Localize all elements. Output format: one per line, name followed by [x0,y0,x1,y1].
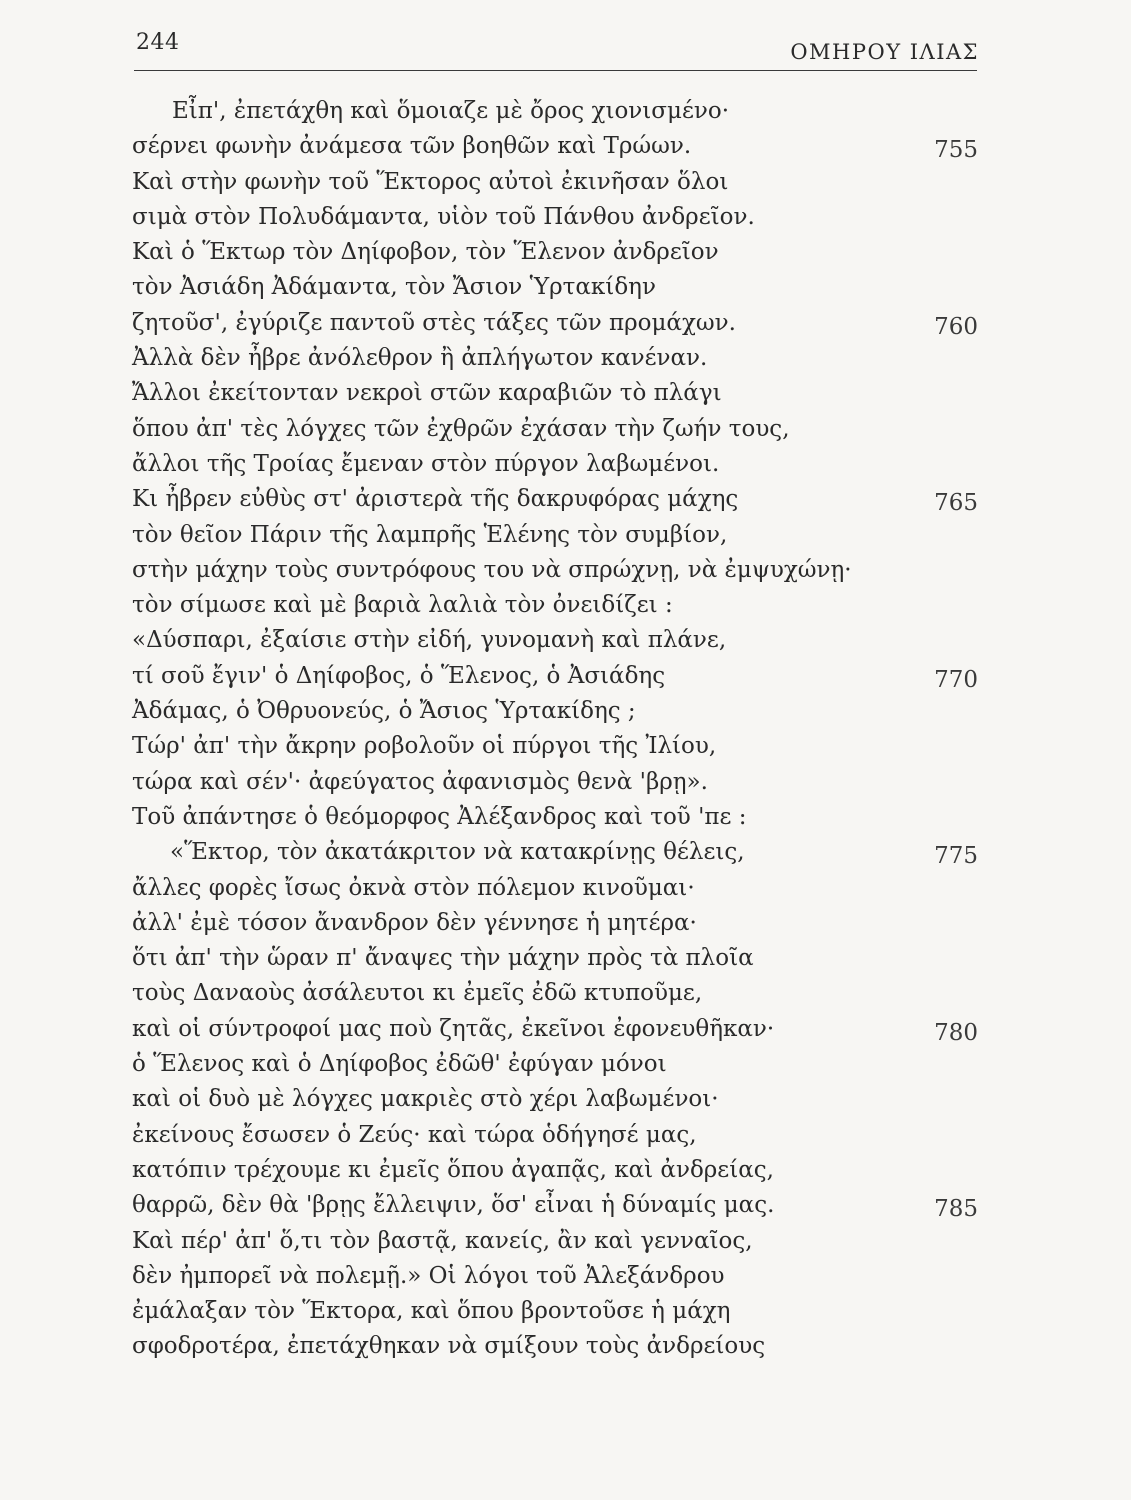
verse-line [132,412,982,447]
verse-line [132,835,982,870]
verse-text: Ἀδάμας, ὁ Ὀθρυονεύς, ὁ Ἄσιος Ὑρτακίδης ; [132,698,636,725]
line-number: 770 [934,666,978,693]
verse-line [132,553,982,588]
verse-line [132,1259,982,1294]
verse-text: Κι ἦβρεν εὐθὺς στ' ἀριστερὰ τῆς δακρυφόρας μάχης [132,486,739,513]
verse-text: σφοδροτέρα, ἐπετάχθηκαν νὰ σμίξουν τοὺς ἀνδρείους [132,1333,766,1360]
verse-line [132,1118,982,1153]
verse-line [132,482,982,517]
verse-text: ἀλλ' ἐμὲ τόσον ἄνανδρον δὲν γέννησε ἡ μητέρα· [132,909,697,936]
verse-text: σέρνει φωνὴν ἀνάμεσα τῶν βοηθῶν καὶ Τρώων. [132,133,692,160]
verse-line [132,306,982,341]
verse-line [132,1047,982,1082]
line-number: 775 [934,843,978,870]
verse-line [132,270,982,305]
verse-text: καὶ οἱ δυὸ μὲ λόγχες μακριὲς στὸ χέρι λαβωμένοι· [132,1086,719,1113]
verse-line [132,1329,982,1364]
verse-line [132,129,982,164]
verse-text: Καὶ πέρ' ἀπ' ὅ,τι τὸν βαστᾷ, κανείς, ἂν καὶ γενναῖος, [132,1227,753,1254]
verse-line [132,941,982,976]
verse-text: ἄλλες φορὲς ἴσως ὀκνὰ στὸν πόλεμον κινοῦμαι· [132,874,695,901]
verse-text: Εἶπ', ἐπετάχθη καὶ ὅμοιαζε μὲ ὄρος χιονισμένο· [172,98,730,124]
verse-text: τὸν θεῖον Πάριν τῆς λαμπρῆς Ἑλένης τὸν συμβίον, [132,521,728,548]
verse-text: ὅτι ἀπ' τὴν ὥραν π' ἄναψες τὴν μάχην πρὸς τὰ πλοῖα [132,945,754,972]
verse-line [132,165,982,200]
verse-text: σιμὰ στὸν Πολυδάμαντα, υἱὸν τοῦ Πάνθου ἀνδρεῖον. [132,203,755,230]
verse-line [132,871,982,906]
verse-line [132,800,982,835]
line-number: 760 [934,313,978,340]
verse-text: θαρρῶ, δὲν θὰ 'βρῃς ἔλλειψιν, ὅσ' εἶναι ἡ δύναμίς μας. [132,1192,775,1219]
verse-text: ὅπου ἀπ' τὲς λόγχες τῶν ἐχθρῶν ἐχάσαν τὴν ζωήν τους, [132,415,790,442]
verse-text: τὸν Ἀσιάδη Ἀδάμαντα, τὸν Ἄσιον Ὑρτακίδην [132,274,656,301]
verse-text: Τώρ' ἀπ' τὴν ἄκρην ροβολοῦν οἱ πύργοι τῆς Ἰλίου, [132,733,717,760]
verse-line [132,341,982,376]
verse-line [132,976,982,1011]
verse-line [132,588,982,623]
verse-line [132,1294,982,1329]
verse-text: στὴν μάχην τοὺς συντρόφους του νὰ σπρώχνῃ, νὰ ἐμψυχώνῃ· [132,556,852,583]
verse-text: τοὺς Δαναοὺς ἀσάλευτοι κι ἐμεῖς ἐδῶ κτυποῦμε, [132,980,703,1007]
verse-line [132,518,982,553]
verse-line [132,1188,982,1223]
verse-text: «Ἕκτορ, τὸν ἀκατάκριτον νὰ κατακρίνῃς θέλεις, [170,839,745,866]
line-number: 765 [934,490,978,517]
line-number: 785 [934,1196,978,1223]
verse-text: Καὶ στὴν φωνὴν τοῦ Ἕκτορος αὐτοὶ ἐκινῆσαν ὅλοι [132,168,729,195]
verse-text: τώρα καὶ σέν'· ἀφεύγατος ἀφανισμὸς θενὰ 'βρῃ». [132,768,708,795]
verse-text: δὲν ἠμπορεῖ νὰ πολεμῇ.» Οἱ λόγοι τοῦ Ἀλεξάνδρου [132,1262,725,1289]
verse-line [132,906,982,941]
verse-line [132,200,982,235]
line-number: 780 [934,1019,978,1046]
verse-text: Καὶ ὁ Ἕκτωρ τὸν Δηίφοβον, τὸν Ἕλενον ἀνδρεῖον [132,239,719,266]
verse-line [132,447,982,482]
verse-text: ζητοῦσ', ἐγύριζε παντοῦ στὲς τάξες τῶν προμάχων. [132,309,736,336]
line-number: 755 [934,137,978,164]
verse-line [132,765,982,800]
verse-text: ὁ Ἕλενος καὶ ὁ Δηίφοβος ἐδῶθ' ἐφύγαν μόνοι [132,1051,667,1078]
verse-line [132,1012,982,1047]
verse-line [132,694,982,729]
verse-text: ἐκείνους ἔσωσεν ὁ Ζεύς· καὶ τώρα ὁδήγησέ μας, [132,1121,697,1148]
verse-text: καὶ οἱ σύντροφοί μας ποὺ ζητᾶς, ἐκεῖνοι ἐφονευθῆκαν· [132,1015,775,1042]
verse-text: κατόπιν τρέχουμε κι ἐμεῖς ὅπου ἀγαπᾷς, καὶ ἀνδρείας, [132,1156,774,1183]
verse-block [132,94,982,1365]
verse-line [132,1153,982,1188]
running-title: ΟΜΗΡΟΥ ΙΛΙΑΣ [790,40,979,64]
header-rule [134,70,977,71]
verse-line [132,1224,982,1259]
verse-line [132,376,982,411]
verse-text: «Δύσπαρι, ἐξαίσιε στὴν εἰδή, γυνομανὴ καὶ πλάνε, [132,627,727,654]
verse-line [132,729,982,764]
verse-text: τὸν σίμωσε καὶ μὲ βαριὰ λαλιὰ τὸν ὀνειδίζει : [132,592,673,619]
page-number: 244 [136,30,180,55]
verse-line [132,659,982,694]
verse-text: Τοῦ ἀπάντησε ὁ θεόμορφος Ἀλέξανδρος καὶ τοῦ 'πε : [132,803,747,830]
verse-text: τί σοῦ ἔγιν' ὁ Δηίφοβος, ὁ Ἕλενος, ὁ Ἀσιάδης [132,662,666,689]
verse-text: Ἀλλὰ δὲν ἦβρε ἀνόλεθρον ἢ ἀπλήγωτον κανέναν. [132,345,708,372]
verse-line [132,623,982,658]
verse-text: ἐμάλαξαν τὸν Ἕκτορα, καὶ ὅπου βροντοῦσε ἡ μάχη [132,1298,731,1325]
verse-text: ἄλλοι τῆς Τροίας ἔμεναν στὸν πύργον λαβωμένοι. [132,450,720,477]
verse-line [132,94,982,129]
verse-text: Ἄλλοι ἐκείτονταν νεκροὶ στῶν καραβιῶν τὸ πλάγι [132,380,722,407]
verse-line [132,1082,982,1117]
verse-line [132,235,982,270]
